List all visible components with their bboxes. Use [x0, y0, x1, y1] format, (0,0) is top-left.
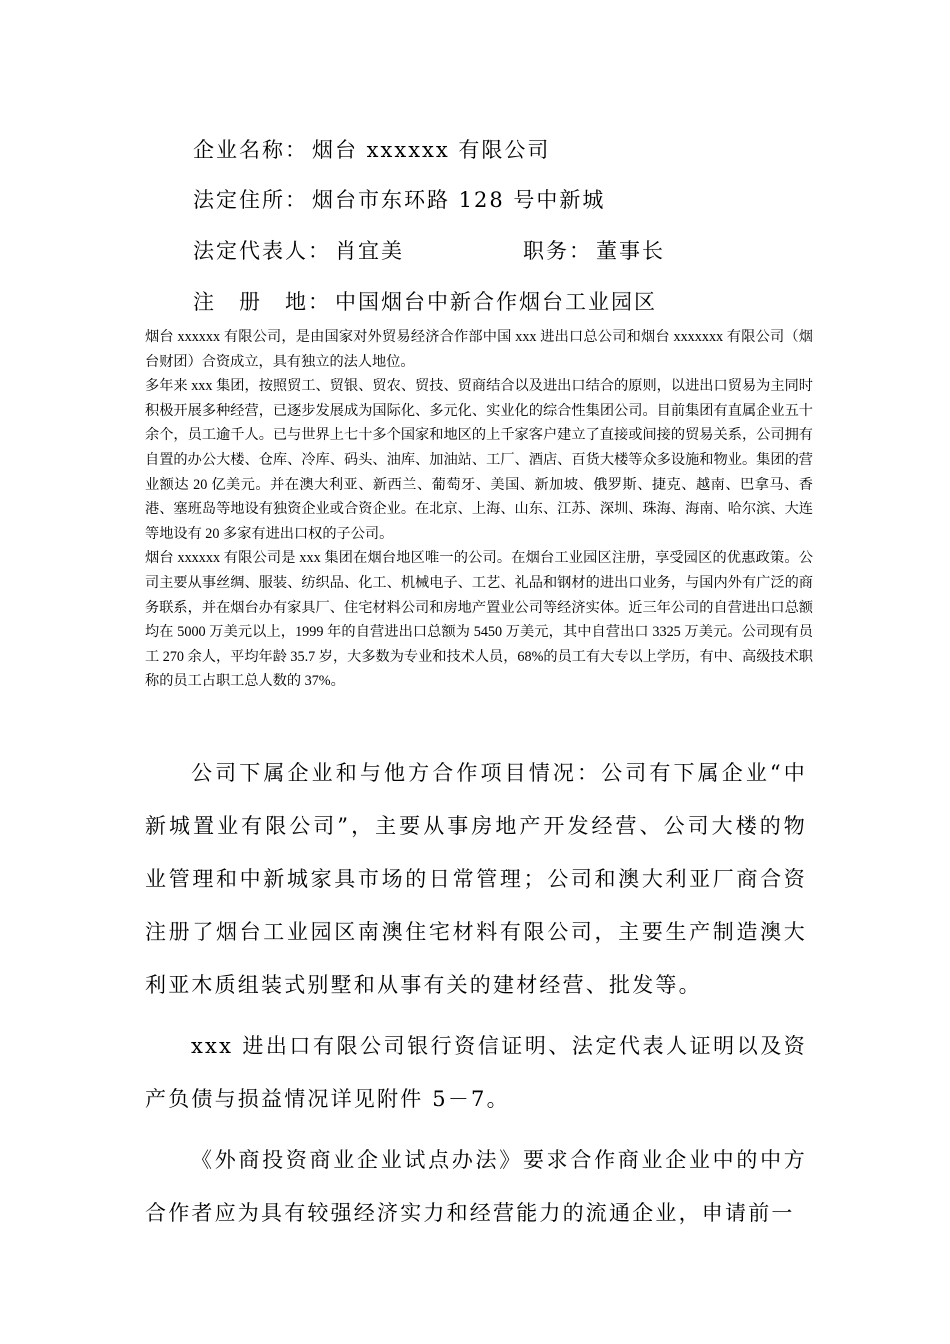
legal-address-value: 烟台市东环路 128 号中新城	[312, 188, 606, 212]
intro-paragraph: 烟台 xxxxxx 有限公司，是由国家对外贸易经济合作部中国 xxx 进出口总公司和烟台 xxxxxxx 有限公司（烟台财团）合资成立，具有独立的法人地位。	[145, 329, 813, 370]
company-name-value: 烟台 xxxxxx 有限公司	[312, 138, 551, 162]
legal-address-row	[193, 186, 605, 214]
duty-group	[523, 237, 665, 265]
intro-paragraph: 多年来 xxx 集团，按照贸工、贸银、贸农、贸技、贸商结合以及进出口结合的原则，以进出口贸易为主同时积极开展多种经营，已逐步发展成为国际化、多元化、实业化的综合性集团公司。目前集团有直属企业五十余个，员工逾千人。已与世界上七十多个国家和地区的上千家客户建立了直接或间接的贸易关系，公司拥有自置的办公大楼、仓库、冷库、码头、油库、加油站、工厂、酒店、百货大楼等众多设施和物业。集团的营业额达 20 亿美元。并在澳大利亚、新西兰、葡萄牙、美国、新加坡、俄罗斯、捷克、越南、巴拿马、香港、塞班岛等地设有独资企业或合资企业。在北京、上海、山东、江苏、深圳、珠海、海南、哈尔滨、大连等地设有 20 多家有进出口权的子公司。	[145, 378, 813, 542]
legal-rep-value: 肖宜美	[335, 239, 404, 263]
registered-place-value: 中国烟台中新合作烟台工业园区	[335, 290, 657, 314]
legal-rep-label: 法定代表人：	[193, 239, 331, 263]
registered-place-label: 注 册 地：	[193, 290, 331, 314]
legal-rep-row	[193, 237, 713, 265]
body-paragraph: 公司下属企业和与他方合作项目情况：公司有下属企业“中新城置业有限公司”，主要从事房地产开发经营、公司大楼的物业管理和中新城家具市场的日常管理；公司和澳大利亚厂商合资注册了烟台工业园区南澳住宅材料有限公司，主要生产制造澳大利亚木质组装式别墅和从事有关的建材经营、批发等。	[145, 761, 807, 997]
legal-address-label: 法定住所：	[193, 188, 308, 212]
body-paragraph: 《外商投资商业企业试点办法》要求合作商业企业中的中方合作者应为具有较强经济实力和经营能力的流通企业，申请前一	[145, 1148, 807, 1225]
company-intro	[145, 325, 813, 694]
company-name-label: 企业名称：	[193, 138, 308, 162]
duty-label: 职务：	[523, 239, 592, 263]
registered-place-row	[193, 288, 657, 316]
company-name-row	[193, 136, 550, 164]
body-paragraph: xxx 进出口有限公司银行资信证明、法定代表人证明以及资产负债与损益情况详见附件 5－7。	[145, 1034, 807, 1111]
main-body	[145, 747, 807, 1240]
intro-paragraph: 烟台 xxxxxx 有限公司是 xxx 集团在烟台地区唯一的公司。在烟台工业园区注册，享受园区的优惠政策。公司主要从事丝绸、服装、纺织品、化工、机械电子、工艺、礼品和钢材的进出口业务，与国内外有广泛的商务联系，并在烟台办有家具厂、住宅材料公司和房地产置业公司等经济实体。近三年公司的自营进出口总额均在 5000 万美元以上，1999 年的自营进出口总额为 5450 万美元，其中自营出口 3325 万美元。公司现有员工 270 余人，平均年龄 35.7 岁，大多数为专业和技术人员，68%的员工有大专以上学历，有中、高级技术职称的员工占职工总人数的 37%。	[145, 550, 813, 690]
duty-value: 董事长	[596, 239, 665, 263]
